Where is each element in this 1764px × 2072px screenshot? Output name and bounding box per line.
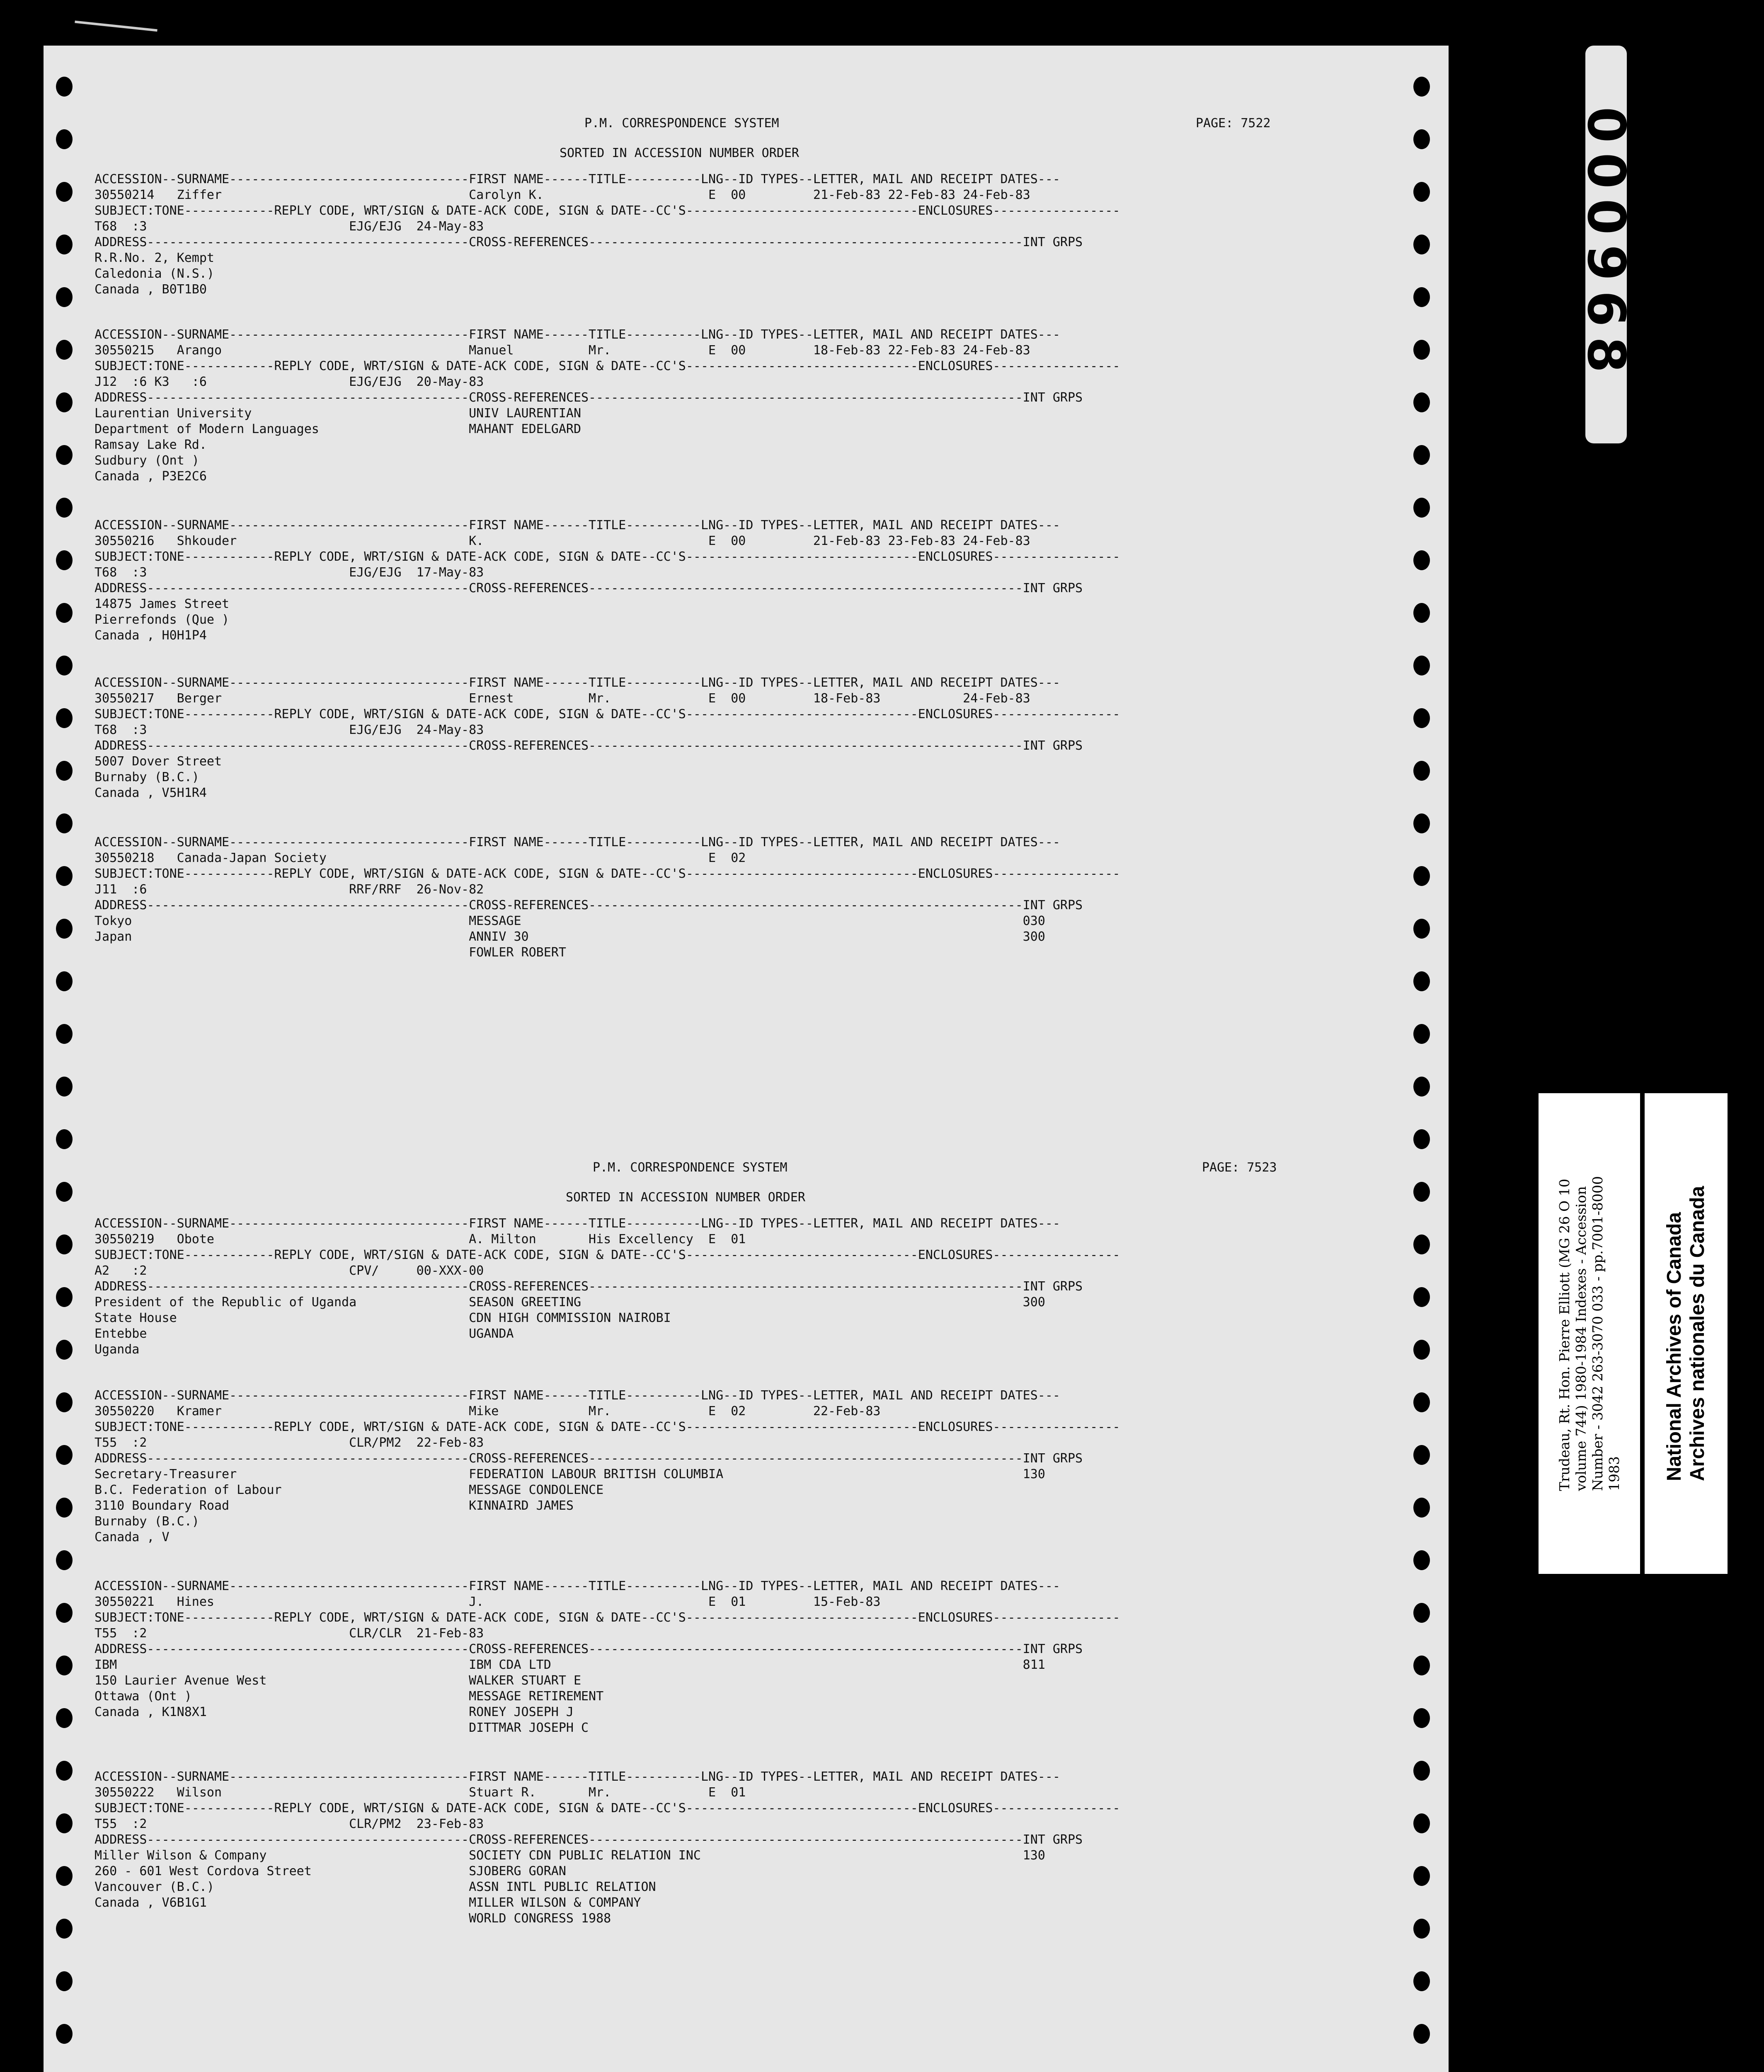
record-line: ACCESSION--SURNAME--------------------------------FIRST NAME------TITLE----------LNG--ID TYPES--LETTER, MAIL AND RECEIPT DATES--- — [94, 172, 1060, 186]
record-line: ADDRESS-------------------------------------------CROSS-REFERENCES----------------------------------------------------------INT GRPS — [94, 738, 1083, 753]
record-line: 30550215 Arango Manuel Mr. E 00 18-Feb-83 22-Feb-83 24-Feb-83 — [94, 343, 1030, 358]
record-line: SUBJECT:TONE------------REPLY CODE, WRT/SIGN & DATE-ACK CODE, SIGN & DATE--CC'S-------------------------------ENCLOSURES----------------- — [94, 1248, 1120, 1262]
record-line: SUBJECT:TONE------------REPLY CODE, WRT/SIGN & DATE-ACK CODE, SIGN & DATE--CC'S-------------------------------ENCLOSURES----------------- — [94, 707, 1120, 721]
tractor-hole — [56, 1866, 73, 1886]
record-line: SUBJECT:TONE------------REPLY CODE, WRT/SIGN & DATE-ACK CODE, SIGN & DATE--CC'S-------------------------------ENCLOSURES----------------- — [94, 359, 1120, 373]
record-line: R.R.No. 2, Kempt — [94, 251, 214, 265]
tractor-hole — [1413, 340, 1430, 360]
tractor-hole — [1413, 2024, 1430, 2044]
record-line: Canada , V — [94, 1530, 170, 1544]
record-line: 30550219 Obote A. Milton His Excellency E 01 — [94, 1232, 746, 1247]
tractor-hole — [56, 971, 73, 991]
record-line: T55 :2 CLR/PM2 23-Feb-83 — [94, 1817, 484, 1831]
record-line: ADDRESS-------------------------------------------CROSS-REFERENCES----------------------------------------------------------INT GRPS — [94, 898, 1083, 913]
tractor-hole — [1413, 971, 1430, 991]
record-line: Canada , K1N8X1 RONEY JOSEPH J — [94, 1705, 574, 1719]
record-line: Tokyo MESSAGE 030 — [94, 914, 1045, 928]
tractor-hole — [1413, 1287, 1430, 1307]
record-line: T68 :3 EJG/EJG 17-May-83 — [94, 565, 484, 580]
archive-brand-label — [1645, 1093, 1728, 1574]
record-line: SUBJECT:TONE------------REPLY CODE, WRT/SIGN & DATE-ACK CODE, SIGN & DATE--CC'S-------------------------------ENCLOSURES----------------- — [94, 1610, 1120, 1625]
record-line: ADDRESS-------------------------------------------CROSS-REFERENCES----------------------------------------------------------INT GRPS — [94, 1642, 1083, 1656]
record-line: Caledonia (N.S.) — [94, 266, 214, 281]
tractor-hole — [56, 813, 73, 833]
film-scratch — [75, 21, 158, 32]
tractor-hole — [1413, 287, 1430, 307]
record-line: Sudbury (Ont ) — [94, 453, 199, 468]
record-line: ADDRESS-------------------------------------------CROSS-REFERENCES----------------------------------------------------------INT GRPS — [94, 390, 1083, 405]
tractor-hole — [1413, 392, 1430, 412]
record-line: Secretary-Treasurer FEDERATION LABOUR BRITISH COLUMBIA 130 — [94, 1467, 1045, 1481]
tractor-hole — [1413, 1234, 1430, 1254]
record-line: ADDRESS-------------------------------------------CROSS-REFERENCES----------------------------------------------------------INT GRPS — [94, 235, 1083, 249]
tractor-hole — [1413, 129, 1430, 149]
record-line: Department of Modern Languages MAHANT EDELGARD — [94, 422, 581, 436]
tractor-hole — [56, 1603, 73, 1623]
archive-description-text — [1556, 1176, 1623, 1491]
record-line: SUBJECT:TONE------------REPLY CODE, WRT/SIGN & DATE-ACK CODE, SIGN & DATE--CC'S-------------------------------ENCLOSURES----------------- — [94, 203, 1120, 218]
tractor-hole — [56, 1813, 73, 1833]
tractor-hole — [56, 1708, 73, 1728]
tractor-hole — [56, 1498, 73, 1518]
record-line: 30550218 Canada-Japan Society E 02 — [94, 851, 746, 865]
sort-order-subtitle: SORTED IN ACCESSION NUMBER ORDER — [560, 146, 799, 160]
report-title: P.M. CORRESPONDENCE SYSTEM — [584, 116, 779, 131]
record-line: 3110 Boundary Road KINNAIRD JAMES — [94, 1498, 574, 1513]
record-line: Canada , P3E2C6 — [94, 469, 207, 484]
record-line: ACCESSION--SURNAME--------------------------------FIRST NAME------TITLE----------LNG--ID TYPES--LETTER, MAIL AND RECEIPT DATES--- — [94, 1388, 1060, 1403]
tractor-hole — [1413, 1603, 1430, 1623]
tractor-hole — [1413, 708, 1430, 728]
tractor-hole — [56, 1550, 73, 1570]
tractor-hole — [56, 182, 73, 202]
tractor-hole — [56, 77, 73, 97]
tractor-hole — [1413, 761, 1430, 781]
tractor-hole — [56, 1234, 73, 1254]
tractor-hole — [1413, 1182, 1430, 1202]
tractor-hole — [1413, 866, 1430, 886]
record-line: WORLD CONGRESS 1988 — [94, 1911, 611, 1926]
record-line: SUBJECT:TONE------------REPLY CODE, WRT/SIGN & DATE-ACK CODE, SIGN & DATE--CC'S-------------------------------ENCLOSURES----------------- — [94, 867, 1120, 881]
sort-order-subtitle: SORTED IN ACCESSION NUMBER ORDER — [566, 1190, 805, 1205]
tractor-hole — [56, 1445, 73, 1465]
record-line: IBM IBM CDA LTD 811 — [94, 1658, 1045, 1672]
record-line: 30550221 Hines J. E 01 15-Feb-83 — [94, 1595, 881, 1609]
record-line: State House CDN HIGH COMMISSION NAIROBI — [94, 1311, 671, 1325]
record-line: Ramsay Lake Rd. — [94, 438, 207, 452]
label-line: Archives nationales du Canada — [1686, 1186, 1708, 1481]
tractor-hole — [1413, 550, 1430, 570]
tractor-hole — [1413, 1866, 1430, 1886]
tractor-hole — [56, 2024, 73, 2044]
record-line: President of the Republic of Uganda SEASON GREETING 300 — [94, 1295, 1045, 1310]
tractor-hole — [1413, 1340, 1430, 1360]
tractor-hole — [56, 708, 73, 728]
record-line: FOWLER ROBERT — [94, 945, 566, 960]
record-line: 14875 James Street — [94, 597, 230, 611]
record-line: Pierrefonds (Que ) — [94, 612, 230, 627]
tractor-hole — [1413, 1077, 1430, 1097]
tractor-hole — [1413, 235, 1430, 254]
record-line: 5007 Dover Street — [94, 754, 222, 769]
tractor-hole — [1413, 445, 1430, 465]
report-title: P.M. CORRESPONDENCE SYSTEM — [593, 1160, 788, 1175]
frame-number: 000968 — [1576, 107, 1636, 382]
record-line: Laurentian University UNIV LAURENTIAN — [94, 406, 581, 421]
tractor-hole — [56, 1340, 73, 1360]
tractor-hole — [1413, 656, 1430, 675]
record-line: 30550216 Shkouder K. E 00 21-Feb-83 23-Feb-83 24-Feb-83 — [94, 534, 1030, 548]
record-line: ACCESSION--SURNAME--------------------------------FIRST NAME------TITLE----------LNG--ID TYPES--LETTER, MAIL AND RECEIPT DATES--- — [94, 675, 1060, 690]
tractor-hole — [56, 1656, 73, 1675]
record-line: T55 :2 CLR/PM2 22-Feb-83 — [94, 1435, 484, 1450]
record-line: T68 :3 EJG/EJG 24-May-83 — [94, 219, 484, 234]
tractor-hole — [1413, 1656, 1430, 1675]
tractor-hole — [56, 445, 73, 465]
record-line: 150 Laurier Avenue West WALKER STUART E — [94, 1673, 581, 1688]
tractor-hole — [1413, 1919, 1430, 1939]
tractor-hole — [1413, 1498, 1430, 1518]
record-line: Burnaby (B.C.) — [94, 770, 199, 784]
record-line: Canada , V5H1R4 — [94, 786, 207, 800]
record-line: 30550222 Wilson Stuart R. Mr. E 01 — [94, 1785, 746, 1800]
tractor-hole — [56, 340, 73, 360]
tractor-hole — [1413, 1129, 1430, 1149]
record-line: ACCESSION--SURNAME--------------------------------FIRST NAME------TITLE----------LNG--ID TYPES--LETTER, MAIL AND RECEIPT DATES--- — [94, 835, 1060, 850]
record-line: Canada , H0H1P4 — [94, 628, 207, 643]
record-line: 30550220 Kramer Mike Mr. E 02 22-Feb-83 — [94, 1404, 881, 1418]
record-line: T68 :3 EJG/EJG 24-May-83 — [94, 723, 484, 737]
tractor-hole — [56, 919, 73, 939]
archive-brand-text — [1663, 1186, 1709, 1481]
tractor-hole — [56, 866, 73, 886]
tractor-hole — [56, 1392, 73, 1412]
record-line: SUBJECT:TONE------------REPLY CODE, WRT/SIGN & DATE-ACK CODE, SIGN & DATE--CC'S-------------------------------ENCLOSURES----------------- — [94, 549, 1120, 564]
record-line: ADDRESS-------------------------------------------CROSS-REFERENCES----------------------------------------------------------INT GRPS — [94, 1451, 1083, 1466]
tractor-hole — [56, 761, 73, 781]
tractor-hole — [56, 1077, 73, 1097]
record-line: ADDRESS-------------------------------------------CROSS-REFERENCES----------------------------------------------------------INT GRPS — [94, 581, 1083, 595]
record-line: J12 :6 K3 :6 EJG/EJG 20-May-83 — [94, 375, 484, 389]
tractor-hole — [56, 1761, 73, 1781]
tractor-hole — [1413, 77, 1430, 97]
record-line: B.C. Federation of Labour MESSAGE CONDOLENCE — [94, 1483, 604, 1497]
record-line: ADDRESS-------------------------------------------CROSS-REFERENCES----------------------------------------------------------INT GRPS — [94, 1279, 1083, 1294]
tractor-hole — [56, 392, 73, 412]
record-line: Ottawa (Ont ) MESSAGE RETIREMENT — [94, 1689, 604, 1704]
record-line: 30550217 Berger Ernest Mr. E 00 18-Feb-83 24-Feb-83 — [94, 691, 1030, 706]
tractor-hole — [56, 1971, 73, 1991]
record-line: T55 :2 CLR/CLR 21-Feb-83 — [94, 1626, 484, 1641]
tractor-hole — [1413, 1024, 1430, 1044]
tractor-hole — [1413, 603, 1430, 623]
label-line: 1983 — [1606, 1456, 1622, 1491]
label-line: National Archives of Canada — [1663, 1212, 1685, 1481]
tractor-hole — [56, 603, 73, 623]
record-line: J11 :6 RRF/RRF 26-Nov-82 — [94, 882, 484, 897]
record-line: Canada , V6B1G1 MILLER WILSON & COMPANY — [94, 1895, 641, 1910]
record-line: Burnaby (B.C.) — [94, 1514, 199, 1529]
record-line: Uganda — [94, 1342, 140, 1357]
record-line: A2 :2 CPV/ 00-XXX-00 — [94, 1264, 484, 1278]
record-line: Vancouver (B.C.) ASSN INTL PUBLIC RELATION — [94, 1880, 656, 1894]
printout-sheet — [44, 46, 1449, 2072]
record-line: Miller Wilson & Company SOCIETY CDN PUBLIC RELATION INC 130 — [94, 1848, 1045, 1863]
tractor-hole — [56, 550, 73, 570]
tractor-hole — [56, 656, 73, 675]
record-line: ACCESSION--SURNAME--------------------------------FIRST NAME------TITLE----------LNG--ID TYPES--LETTER, MAIL AND RECEIPT DATES--- — [94, 1216, 1060, 1231]
tractor-hole — [56, 1129, 73, 1149]
tractor-hole — [1413, 1813, 1430, 1833]
record-line: ACCESSION--SURNAME--------------------------------FIRST NAME------TITLE----------LNG--ID TYPES--LETTER, MAIL AND RECEIPT DATES--- — [94, 1769, 1060, 1784]
tractor-hole — [1413, 1708, 1430, 1728]
record-line: ACCESSION--SURNAME--------------------------------FIRST NAME------TITLE----------LNG--ID TYPES--LETTER, MAIL AND RECEIPT DATES--- — [94, 518, 1060, 533]
record-line: SUBJECT:TONE------------REPLY CODE, WRT/SIGN & DATE-ACK CODE, SIGN & DATE--CC'S-------------------------------ENCLOSURES----------------- — [94, 1801, 1120, 1815]
record-line: ADDRESS-------------------------------------------CROSS-REFERENCES----------------------------------------------------------INT GRPS — [94, 1832, 1083, 1847]
record-line: 260 - 601 West Cordova Street SJOBERG GORAN — [94, 1864, 566, 1878]
tractor-hole — [56, 1287, 73, 1307]
tractor-hole — [56, 235, 73, 254]
record-line: Canada , B0T1B0 — [94, 282, 207, 297]
tractor-hole — [56, 287, 73, 307]
page-number: PAGE: 7523 — [1202, 1160, 1277, 1175]
record-line: SUBJECT:TONE------------REPLY CODE, WRT/SIGN & DATE-ACK CODE, SIGN & DATE--CC'S-------------------------------ENCLOSURES----------------- — [94, 1420, 1120, 1434]
label-line: Trudeau, Rt. Hon. Pierre Elliott (MG 26 O 10 — [1556, 1179, 1573, 1491]
record-line: 30550214 Ziffer Carolyn K. E 00 21-Feb-83 22-Feb-83 24-Feb-83 — [94, 188, 1030, 202]
tractor-hole — [56, 498, 73, 518]
label-line: Number - 3042 263-3070 033 - pp.7001-8000 — [1589, 1176, 1606, 1491]
tractor-hole — [56, 129, 73, 149]
frame-number-tab — [1576, 46, 1636, 443]
record-line: DITTMAR JOSEPH C — [94, 1721, 589, 1735]
record-line: Entebbe UGANDA — [94, 1326, 514, 1341]
tractor-hole — [1413, 919, 1430, 939]
tractor-hole — [1413, 182, 1430, 202]
tractor-hole — [1413, 1550, 1430, 1570]
tractor-hole — [1413, 813, 1430, 833]
tractor-hole — [56, 1919, 73, 1939]
tractor-hole — [1413, 498, 1430, 518]
tractor-hole — [1413, 1761, 1430, 1781]
record-line: ACCESSION--SURNAME--------------------------------FIRST NAME------TITLE----------LNG--ID TYPES--LETTER, MAIL AND RECEIPT DATES--- — [94, 1579, 1060, 1593]
label-line: volume 744) 1980-1984 Indexes - Accession — [1573, 1186, 1589, 1491]
archive-description-label — [1539, 1093, 1640, 1574]
tractor-hole — [1413, 1392, 1430, 1412]
record-line: ACCESSION--SURNAME--------------------------------FIRST NAME------TITLE----------LNG--ID TYPES--LETTER, MAIL AND RECEIPT DATES--- — [94, 327, 1060, 342]
tractor-hole — [1413, 1445, 1430, 1465]
tractor-hole — [56, 1024, 73, 1044]
tractor-hole — [56, 1182, 73, 1202]
tractor-hole — [1413, 1971, 1430, 1991]
page-number: PAGE: 7522 — [1196, 116, 1271, 131]
record-line: Japan ANNIV 30 300 — [94, 929, 1045, 944]
